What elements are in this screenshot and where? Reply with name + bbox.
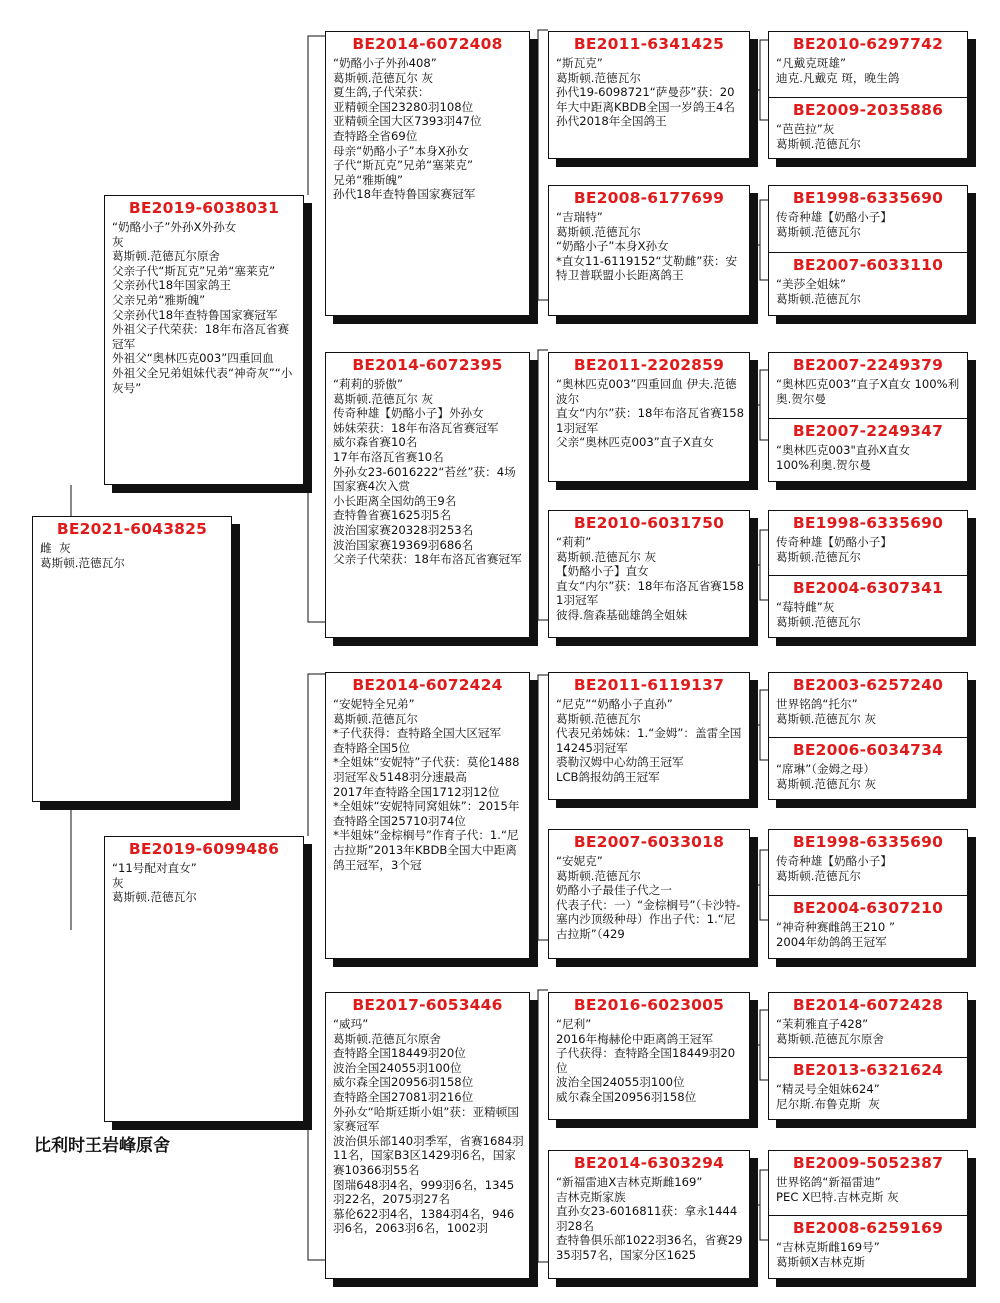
ring-number: BE1998-6335690 [792,189,944,207]
ring-number: BE2004-6307341 [792,579,944,597]
ring-number: BE2003-6257240 [792,676,944,694]
ring-number: BE2011-6341425 [573,35,725,53]
pigeon-info: “美莎全姐妹” 葛斯顿.范德瓦尔 [776,277,861,306]
pigeon-info: “尼克”“奶酪小子直孙” 葛斯顿.范德瓦尔 代表兄弟姊妹：1.“金姆”：盖雷全国14245羽冠军 裘勒汉姆中心幼鸽王冠军 LCB鸽报幼鸽王冠军 [556,697,742,784]
ancestor-cell[interactable] [769,895,967,958]
pigeon-info: “新福雷迪X吉林克斯雌169” 吉林克斯家族 直孙女23-6016811获：拿永1444羽28名 查特鲁俱乐部1022羽36名，省赛2935羽57名，国家分区1625 [556,1175,743,1262]
ring-number: BE2017-6053446 [352,996,503,1014]
great-grandparent-card[interactable] [548,672,750,800]
pigeon-info: “芭芭拉”灰 葛斯顿.范德瓦尔 [776,122,861,151]
grandparent-card[interactable] [325,352,530,638]
pigeon-info: “11号配对直女” 灰 葛斯顿.范德瓦尔 [112,861,197,905]
pigeon-info: “奶酪小子外孙408” 葛斯顿.范德瓦尔 灰 夏生鸽,子代荣获： 亚精顿全国23280羽108位 亚精顿全国大区7393羽47位 查特路全省69位 母亲“奶酪小子”本身X孙女 子代“斯瓦克”兄弟“塞莱克” 兄弟“雅斯魄” 孙代18年查特鲁国家赛冠军 [333,56,482,202]
gen4-pair-card [768,31,968,159]
pigeon-info: 世界铭鸽“新福雷迪” PEC X巴特.吉林克斯 灰 [776,1175,899,1204]
pigeon-info: “吉林克斯雌169号” 葛斯顿X吉林克斯 [776,1240,880,1269]
pigeon-info: “奥林匹克003"直孙X直女 100%利奥.贺尔曼 [776,443,911,472]
ring-number: BE2013-6321624 [792,1061,944,1079]
loft-name-footer: 比利时王岩峰原舍 [34,1136,170,1156]
great-grandparent-card[interactable] [548,829,750,959]
great-grandparent-card[interactable] [548,185,750,316]
pigeon-info: “席琳”（金姆之母） 葛斯顿.范德瓦尔 灰 [776,762,877,791]
pigeon-info: “奥林匹克003”直子X直女 100%利奥.贺尔曼 [776,377,960,406]
pigeon-info: “吉瑞特” 葛斯顿.范德瓦尔 “奶酪小子”本身X孙女 *直女11-6119152“艾勒雌”获：安特卫普联盟小长距离鸽王 [556,210,738,283]
pigeon-info: “神奇种赛雌鸽王210 ” 2004年幼鸽鸽王冠军 [776,920,895,949]
ancestor-cell[interactable] [769,252,967,315]
ring-number: BE2014-6303294 [573,1154,725,1172]
ring-number: BE2021-6043825 [56,520,208,538]
ancestor-cell[interactable] [769,186,967,252]
pigeon-info: 传奇种雄【奶酪小子】 葛斯顿.范德瓦尔 [776,535,892,564]
ring-number: BE2014-6072395 [352,356,503,374]
ring-number: BE1998-6335690 [792,514,944,532]
ring-number: BE2007-6033110 [792,256,944,274]
ancestor-cell[interactable] [769,575,967,637]
gen4-pair-card [768,510,968,638]
gen4-pair-card [768,829,968,959]
ring-number: BE2007-2249347 [792,422,944,440]
pigeon-info: “莉莉” 葛斯顿.范德瓦尔 灰 【奶酪小子】直女 直女“内尔”获：18年布洛瓦省赛1581羽冠军 彼得.詹森基础雄鸽全姐妹 [556,535,745,622]
pigeon-info: 雌 灰 葛斯顿.范德瓦尔 [40,541,125,570]
ancestor-cell[interactable] [769,673,967,737]
ring-number: BE2009-2035886 [792,101,944,119]
pigeon-info: “茉莉雅直子428” 葛斯顿.范德瓦尔原舍 [776,1017,885,1046]
great-grandparent-card[interactable] [548,352,750,482]
ring-number: BE2007-6033018 [573,833,725,851]
grandparent-card[interactable] [325,992,530,1279]
sire-card[interactable] [104,195,304,485]
ancestor-cell[interactable] [769,1057,967,1119]
ring-number: BE2010-6297742 [792,35,944,53]
ring-number: BE2007-2249379 [792,356,944,374]
gen4-pair-card [768,992,968,1120]
ring-number: BE2010-6031750 [573,514,725,532]
ancestor-cell[interactable] [769,737,967,799]
pigeon-info: “莓特雌”灰 葛斯顿.范德瓦尔 [776,600,861,629]
ring-number: BE2014-6072408 [352,35,503,53]
ring-number: BE2008-6177699 [573,189,725,207]
ring-number: BE2009-5052387 [792,1154,944,1172]
grandparent-card[interactable] [325,31,530,316]
gen4-pair-card [768,1150,968,1279]
great-grandparent-card[interactable] [548,992,750,1120]
great-grandparent-card[interactable] [548,31,750,159]
ancestor-cell[interactable] [769,418,967,481]
ring-number: BE2019-6099486 [128,840,280,858]
pigeon-info: “安妮特全兄弟” 葛斯顿.范德瓦尔 *子代获得：查特路全国大区冠军 查特路全国5位 *全姐妹“安妮特”子代获：莫伦1488羽冠军＆5148羽分速最高 2017年查特路全国1712羽12位 *全姐妹“安妮特同窝姐妹”：2015年查特路全国25710羽74位 *半姐妹“金棕榈号”作育子代：1.“尼古拉斯”2013年KBDB全国大中距离鸽王冠军，3个冠 [333,697,520,872]
grandparent-card[interactable] [325,672,530,959]
ring-number: BE2011-2202859 [573,356,725,374]
ancestor-cell[interactable] [769,1151,967,1215]
ring-number: BE2016-6023005 [573,996,725,1014]
gen4-pair-card [768,672,968,800]
ancestor-cell[interactable] [769,353,967,418]
great-grandparent-card[interactable] [548,510,750,638]
pigeon-info: “精灵号全姐妹624” 尼尔斯.布鲁克斯 灰 [776,1082,880,1111]
ancestor-cell[interactable] [769,97,967,158]
gen4-pair-card [768,185,968,316]
dam-card[interactable] [104,836,304,1122]
ring-number: BE2014-6072428 [792,996,944,1014]
ring-number: BE2006-6034734 [792,741,944,759]
pigeon-info: 传奇种雄【奶酪小子】 葛斯顿.范德瓦尔 [776,854,892,883]
pigeon-info: “莉莉的骄傲” 葛斯顿.范德瓦尔 灰 传奇种雄【奶酪小子】外孙女 姊妹荣获：18年布洛瓦省赛冠军 威尔森省赛10名 17年布洛瓦省赛10名 外孙女23-6016222“苔丝”获：4场国家赛4次入赏 小长距离全国幼鸽王9名 查特鲁省赛1625羽5名 波治国家赛20328羽253名 波治国家赛19369羽686名 父亲子代荣获：18年布洛瓦省赛冠军 [333,377,522,567]
pigeon-info: 传奇种雄【奶酪小子】 葛斯顿.范德瓦尔 [776,210,892,239]
ring-number: BE1998-6335690 [792,833,944,851]
pigeon-info: “凡戴克斑雄” 迪克.凡戴克 斑，晚生鸽 [776,56,900,85]
pigeon-info: “奥林匹克003”四重回血 伊夫.范德波尔 直女“内尔”获：18年布洛瓦省赛1581羽冠军 父亲“奥林匹克003”直子X直女 [556,377,745,450]
ring-number: BE2019-6038031 [128,199,280,217]
ring-number: BE2011-6119137 [573,676,725,694]
subject-pigeon-card[interactable] [32,516,232,802]
pigeon-info: “安妮克” 葛斯顿.范德瓦尔 奶酪小子最佳子代之一 代表子代：一）“金棕榈号”（卡沙特-塞内沙顶级种母）作出子代：1.“尼古拉斯”（429 [556,854,741,941]
ring-number: BE2004-6307210 [792,899,944,917]
ancestor-cell[interactable] [769,830,967,895]
great-grandparent-card[interactable] [548,1150,750,1279]
ring-number: BE2008-6259169 [792,1219,944,1237]
ancestor-cell[interactable] [769,32,967,97]
ancestor-cell[interactable] [769,511,967,575]
ancestor-cell[interactable] [769,1215,967,1278]
pigeon-info: “尼利” 2016年梅赫伦中距离鸽王冠军 子代获得：查特路全国18449羽20位 波治全国24055羽100位 威尔森全国20956羽158位 [556,1017,736,1104]
ancestor-cell[interactable] [769,993,967,1057]
pigeon-info: “斯瓦克” 葛斯顿.范德瓦尔 孙代19-6098721“萨曼莎”获：20年大中距离KBDB全国一岁鸽王4名 孙代2018年全国鸽王 [556,56,735,129]
gen4-pair-card [768,352,968,482]
pigeon-info: 世界铭鸽“托尔” 葛斯顿.范德瓦尔 灰 [776,697,877,726]
pigeon-info: “奶酪小子”外孙X外孙女 灰 葛斯顿.范德瓦尔原舍 父亲子代“斯瓦克”兄弟“塞莱克” 父亲孙代18年国家鸽王 父亲兄弟“雅斯魄” 父亲孙代18年查特鲁国家赛冠军 外祖父子代荣获：18年布洛瓦省赛冠军 外祖父“奥林匹克003”四重回血 外祖父全兄弟姐妹代表“神奇灰”“小灰号” [112,220,293,395]
pigeon-info: “威玛” 葛斯顿.范德瓦尔原舍 查特路全国18449羽20位 波治全国24055羽100位 威尔森全国20956羽158位 查特路全国27081羽216位 外孙女“哈斯廷斯小姐”获：亚精顿国家赛冠军 波治俱乐部140羽季军，省赛1684羽11名，国家B3区1429羽6名，国家赛10366羽55名 图瑞648羽4名，999羽6名，1345羽22名，2075羽27名 慕伦622羽4名，1384羽4名，946羽6名，2063羽6名，1002羽 [333,1017,524,1236]
ring-number: BE2014-6072424 [352,676,503,694]
